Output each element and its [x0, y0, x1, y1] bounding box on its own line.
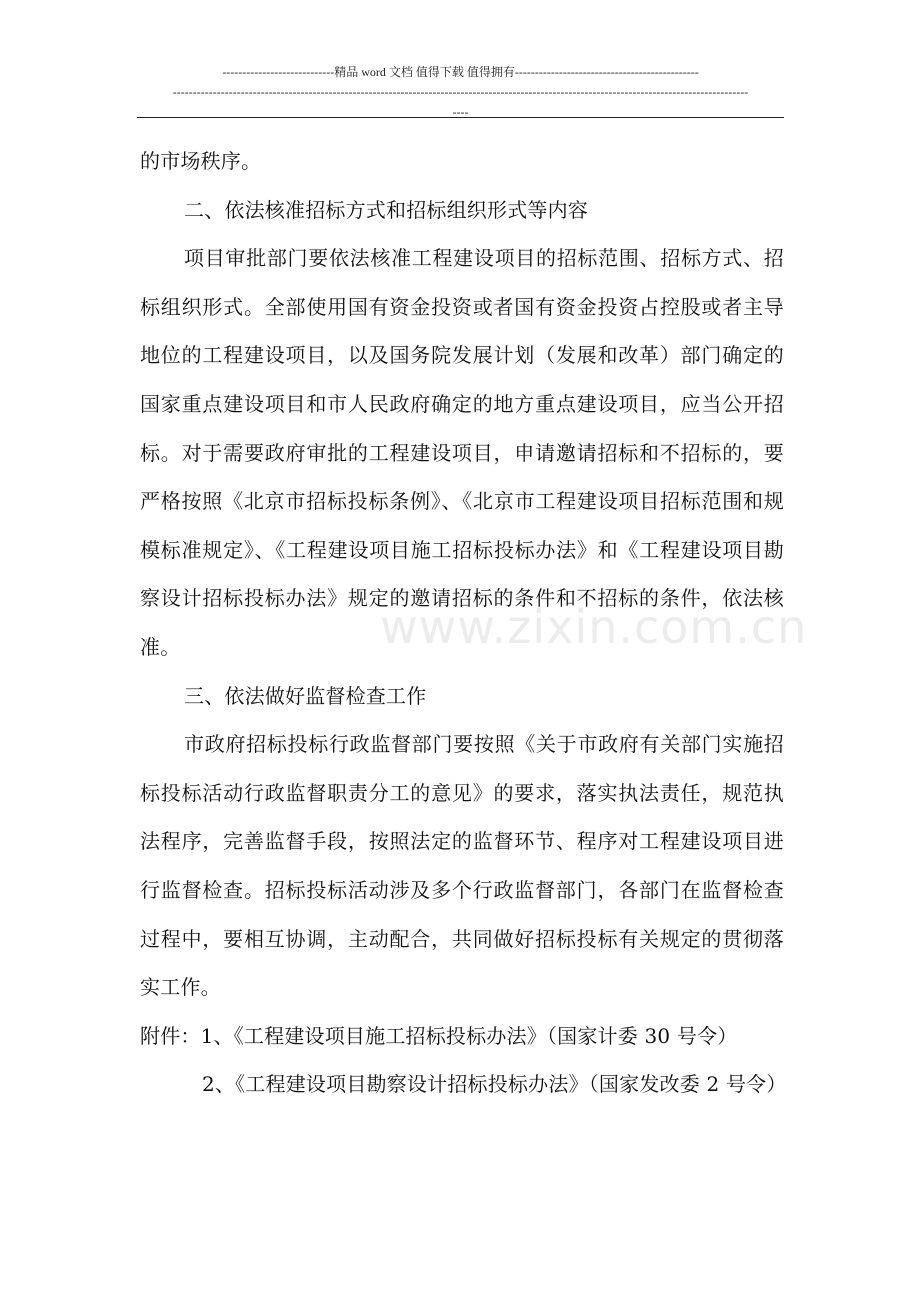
paragraph-continuation: 的市场秩序。	[140, 149, 262, 173]
page-header	[137, 62, 784, 122]
header-line-1: ----------------------------精品 word 文档 值得下载 值得拥有----------------------------------------------	[222, 65, 699, 79]
attachment-item-2: 2、《工程建设项目勘察设计招标投标办法》（国家发改委 2 号令）	[202, 1072, 787, 1097]
section-heading-2: 二、依法核准招标方式和招标组织形式等内容	[184, 197, 588, 222]
header-line-3: ----	[452, 105, 469, 119]
watermark: www.zixin.com.cn	[380, 600, 808, 654]
section-heading-3: 三、依法做好监督检查工作	[184, 683, 427, 708]
header-line-2: ------------------------------------------------------------------------------------------------------------------------------------------------	[172, 85, 749, 99]
attachment-item-1: 附件：1、《工程建设项目施工招标投标办法》（国家计委 30 号令）	[140, 1023, 738, 1048]
document-body	[140, 137, 787, 1109]
paragraph-approval: 项目审批部门要依法核准工程建设项目的招标范围、招标方式、招标组织形式。全部使用国有资金投资或者国有资金投资占控股或者主导地位的工程建设项目，以及国务院发展计划（发展和改革）部门确定的国家重点建设项目和市人民政府确定的地方重点建设项目，应当公开招标。对于需要政府审批的工程建设项目，申请邀请招标和不招标的，要严格按照《北京市招标投标条例》、《北京市工程建设项目招标范围和规模标准规定》、《工程建设项目施工招标投标办法》和《工程建设项目勘察设计招标投标办法》规定的邀请招标的条件和不招标的条件，依法核准。	[140, 246, 784, 659]
header-divider	[137, 117, 784, 118]
paragraph-supervision: 市政府招标投标行政监督部门要按照《关于市政府有关部门实施招标投标活动行政监督职责分工的意见》的要求，落实执法责任，规范执法程序，完善监督手段，按照法定的监督环节、程序对工程建设项目进行监督检查。招标投标活动涉及多个行政监督部门，各部门在监督检查过程中，要相互协调，主动配合，共同做好招标投标有关规定的贯彻落实工作。	[140, 732, 784, 1000]
